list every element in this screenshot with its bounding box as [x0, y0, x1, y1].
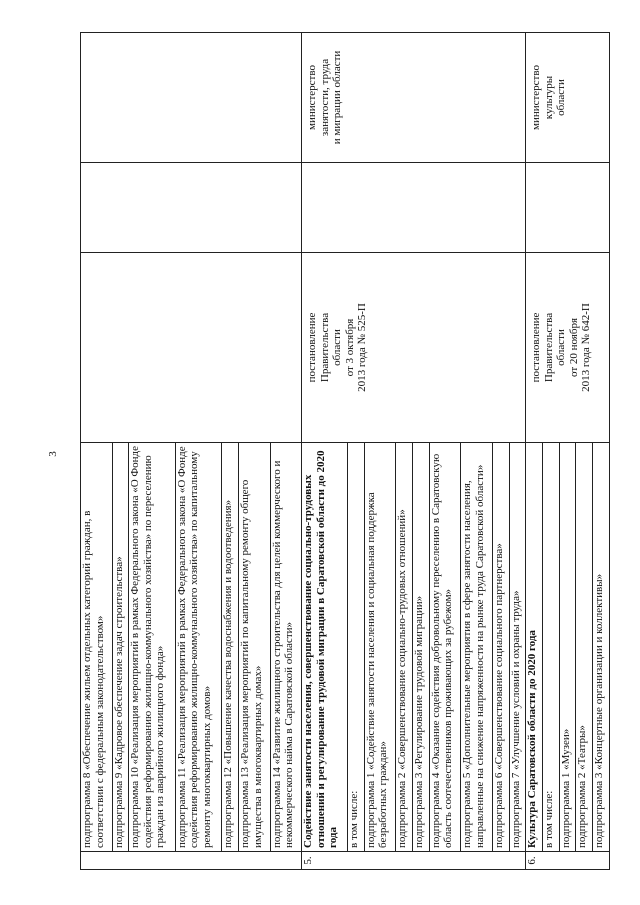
subprogram-cell: подпрограмма 2 «Совершенствование социально-трудовых отношений»	[396, 443, 413, 852]
subprogram-cell: подпрограмма 13 «Реализация мероприятий по капитальному ремонту общего имущества в многоквартирных домах»	[239, 443, 271, 852]
responsible-line: и миграции области	[331, 50, 344, 145]
section-title-text: Содействие занятости населения, совершенствование социально-трудовых отношений и регулирование трудовой миграции в Саратовской области до 2020 года	[302, 450, 340, 848]
section-row	[526, 33, 543, 870]
subprogram-cell: в том числе:	[348, 443, 365, 852]
document-line: 2013 года № 642-П	[580, 303, 593, 392]
section-number: 5.	[302, 852, 526, 870]
responsible-line: министерство	[306, 65, 319, 131]
document-line: Правительства	[542, 312, 555, 383]
subprogram-cell: подпрограмма 6 «Совершенствование социального партнерства»	[492, 443, 509, 852]
document-cell	[81, 253, 302, 443]
section-title	[302, 443, 348, 852]
subprogram-cell: подпрограмма 10 «Реализация мероприятий в рамках Федерального закона «О Фонде содействия реформированию жилищно-коммунального хозяйства» по переселению граждан из аварийного жилищного фонда»	[129, 443, 176, 852]
responsible-line: занятости, труда	[318, 58, 331, 137]
row-number-cell	[81, 852, 302, 870]
rotated-table-container	[80, 33, 610, 870]
subprogram-cell: подпрограмма 14 «Развитие жилищного строительства для целей коммерческого и некоммерческого найма в Саратовской области»	[270, 443, 302, 852]
document-cell	[302, 253, 526, 443]
subprogram-cell: подпрограмма 4 «Оказание содействия добровольному переселению в Саратовскую область соотечественников проживающих за рубежом»	[429, 443, 461, 852]
document-line: постановление	[306, 312, 319, 383]
document-line: области	[555, 329, 568, 366]
subprogram-cell: подпрограмма 8 «Обеспечение жильем отдельных категорий граждан, в соответствии с федеральным законодательством»	[81, 443, 113, 852]
empty-cell	[302, 163, 526, 253]
document-line: от 3 октября	[343, 318, 356, 377]
responsible-cell	[81, 33, 302, 163]
subprogram-cell: подпрограмма 11 «Реализация мероприятий в рамках Федерального закона «О Фонде содействия реформированию жилищно-коммунального хозяйства» по капитальному ремонту многоквартирных домов»	[175, 443, 222, 852]
responsible-line: культуры	[542, 75, 555, 120]
document-line: 2013 года № 525-П	[356, 303, 369, 392]
subprogram-cell: подпрограмма 7 «Улучшение условий и охраны труда»	[509, 443, 526, 852]
section-title	[526, 443, 543, 852]
subprogram-cell: подпрограмма 9 «Кадровое обеспечение задач строительства»	[112, 443, 129, 852]
table-body	[81, 33, 610, 870]
table-row	[81, 33, 113, 870]
responsible-line: министерство	[530, 65, 543, 131]
subprogram-cell: подпрограмма 2 «Театры»	[576, 443, 593, 852]
page-number: 3	[46, 451, 59, 457]
subprogram-cell: подпрограмма 12 «Повышение качества водоснабжения и водоотведения»	[222, 443, 239, 852]
subprogram-cell: подпрограмма 3 «Концертные организации и коллективы»	[593, 443, 610, 852]
responsible-cell	[302, 33, 526, 163]
section-title-text: Культура Саратовской области до 2020 года	[526, 630, 539, 848]
document-line: от 20 ноября	[567, 317, 580, 378]
document-line: области	[331, 329, 344, 366]
subprogram-cell: в том числе:	[543, 443, 560, 852]
subprogram-cell: подпрограмма 1 «Содействие занятости населения и социальная поддержка безработных граждан»	[364, 443, 396, 852]
responsible-line: области	[555, 79, 568, 116]
subprogram-cell: подпрограмма 5 «Дополнительные мероприятия в сфере занятости населения, направленные на снижение напряженности на рынке труда Саратовской области»	[461, 443, 493, 852]
responsible-cell	[526, 33, 610, 163]
empty-cell	[81, 163, 302, 253]
section-number: 6.	[526, 852, 610, 870]
section-row	[302, 33, 348, 870]
subprogram-cell: подпрограмма 3 «Регулирование трудовой миграции»	[413, 443, 430, 852]
empty-cell	[526, 163, 610, 253]
programs-table	[80, 32, 610, 870]
document-line: постановление	[530, 312, 543, 383]
subprogram-cell: подпрограмма 1 «Музеи»	[559, 443, 576, 852]
document-line: Правительства	[318, 312, 331, 383]
document-cell	[526, 253, 610, 443]
